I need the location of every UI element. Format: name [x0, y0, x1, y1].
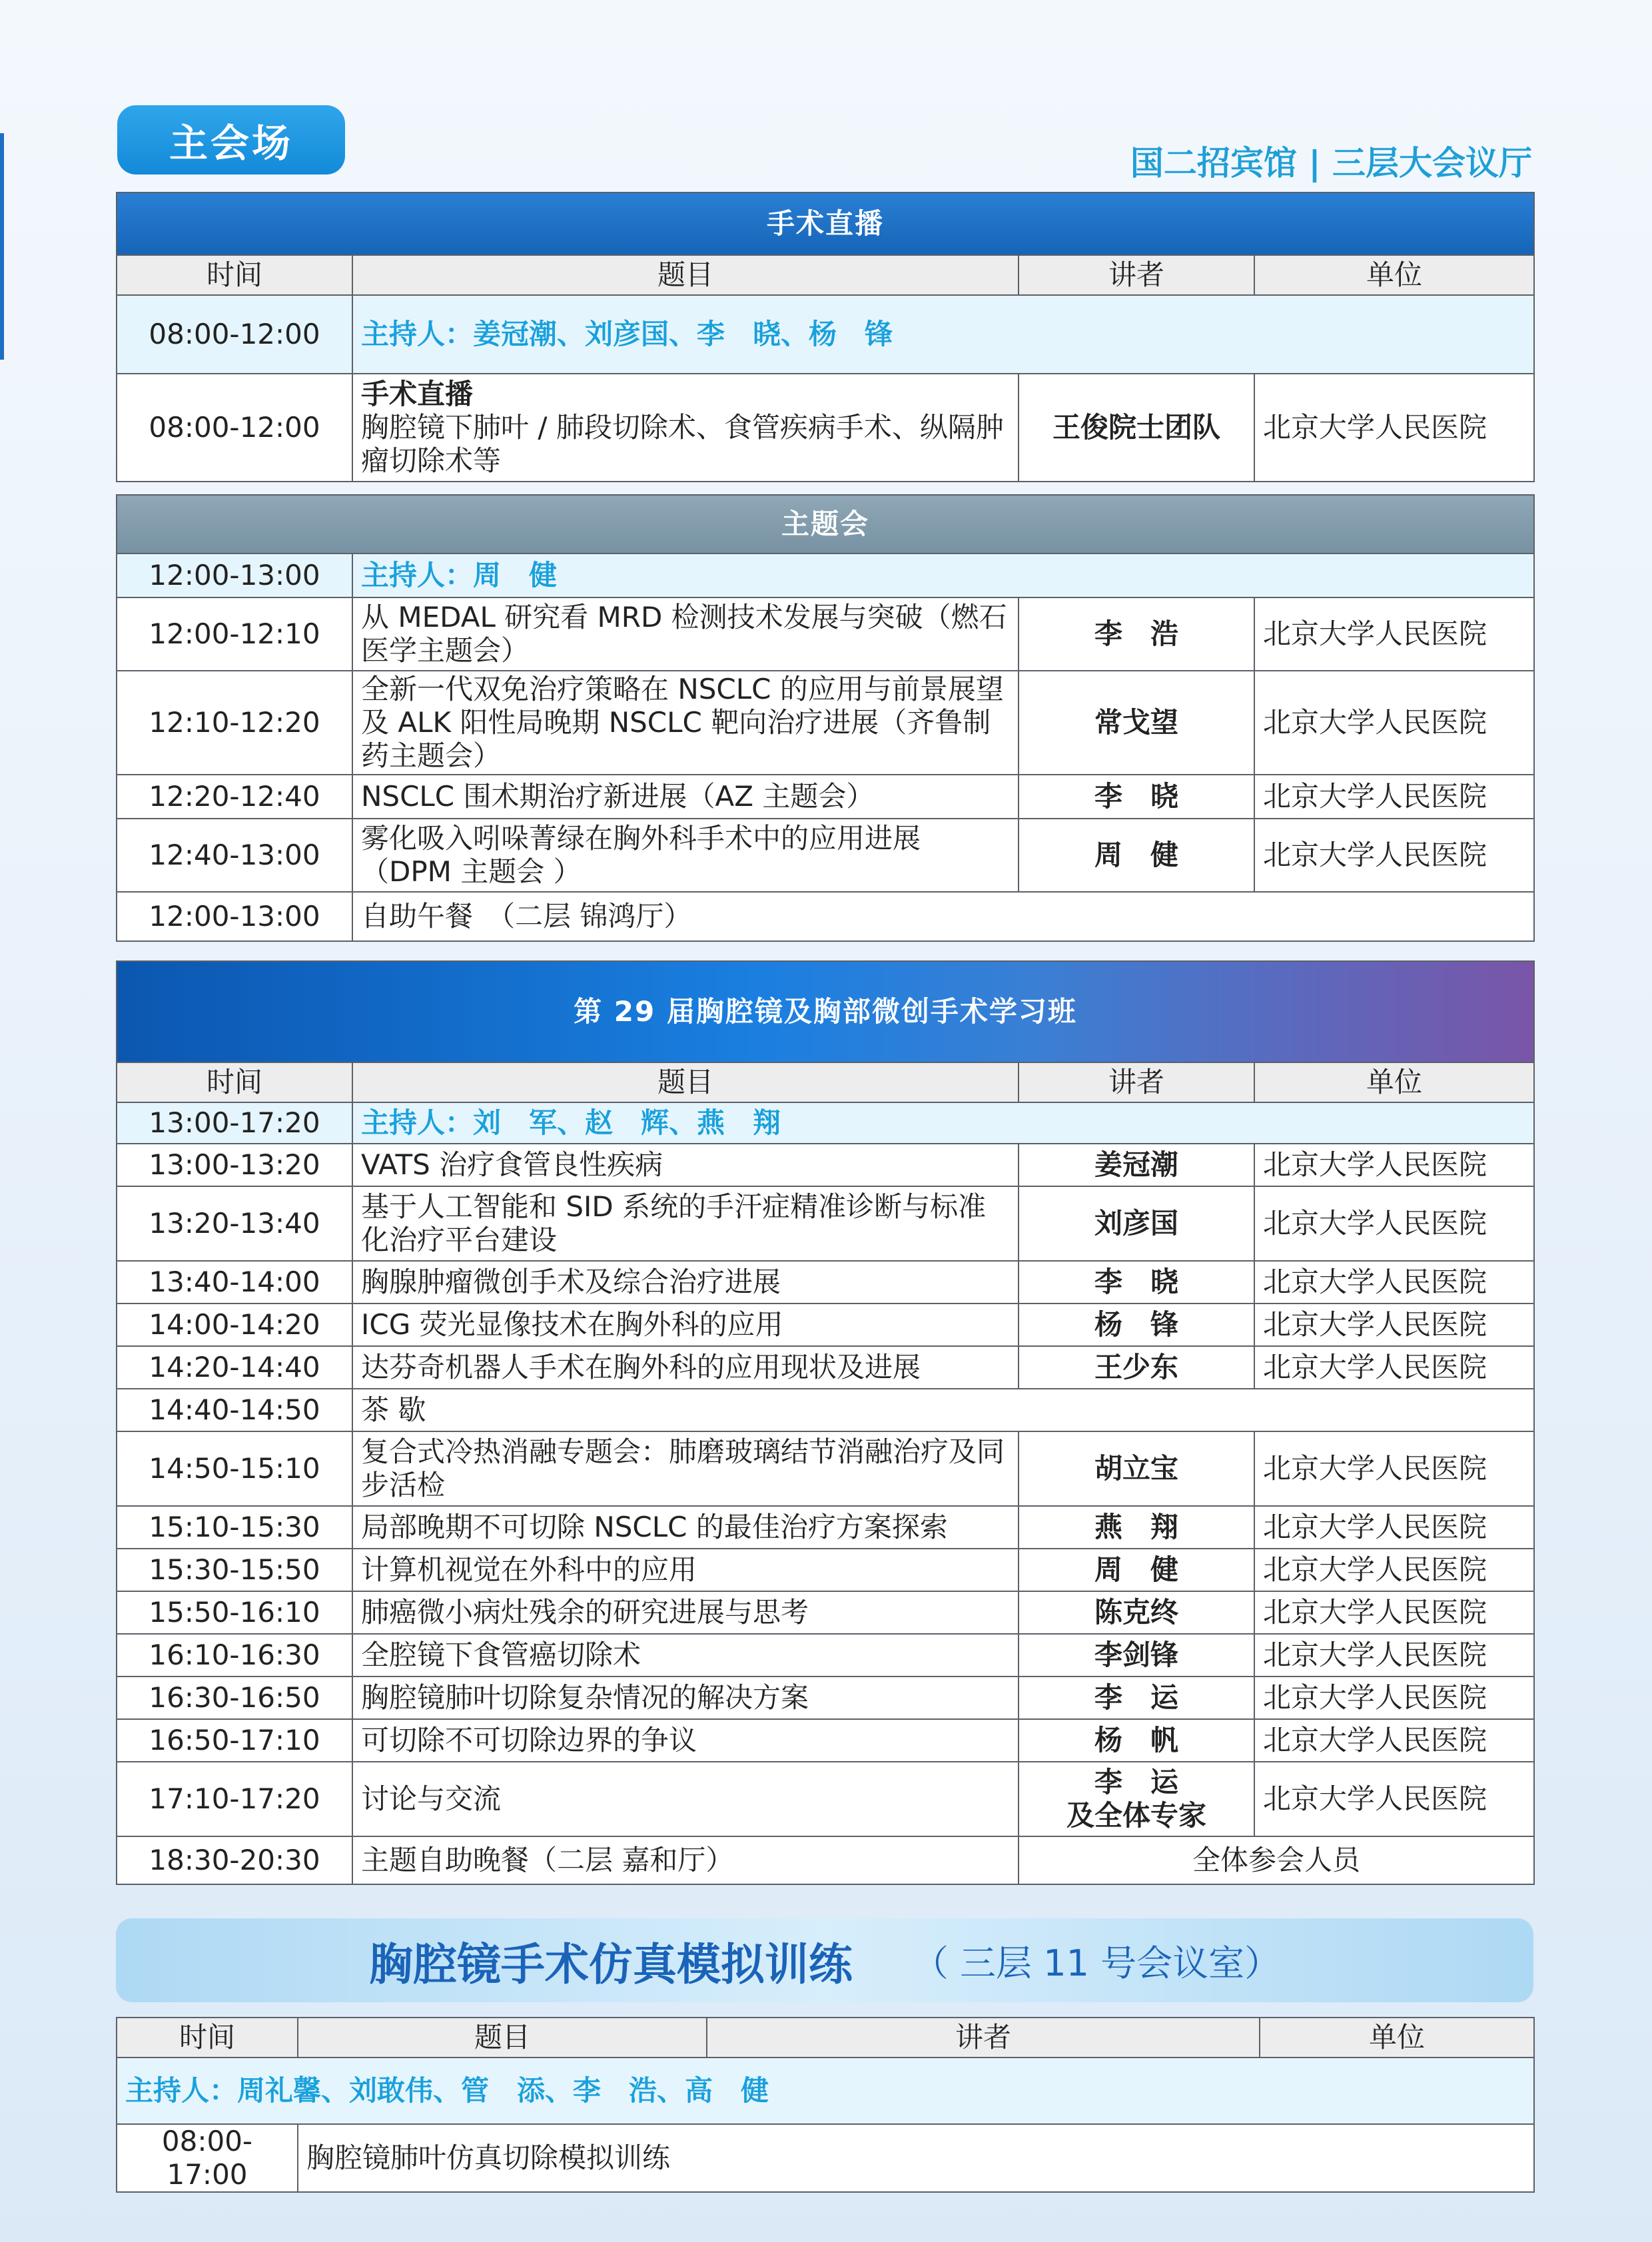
row-speaker: 李 运 — [1019, 1677, 1254, 1719]
row-time: 12:40-13:00 — [117, 819, 352, 892]
row-speaker: 周 健 — [1019, 819, 1254, 892]
row-speaker: 李 晓 — [1019, 1261, 1254, 1304]
host-text: 主持人：姜冠潮、刘彦国、李 晓、杨 锋 — [352, 295, 1534, 374]
row-unit: 北京大学人民医院 — [1254, 775, 1534, 819]
row-time: 16:30-16:50 — [117, 1677, 352, 1719]
col-speaker: 讲者 — [707, 2018, 1260, 2057]
row-topic: 全新一代双免治疗策略在 NSCLC 的应用与前景展望及 ALK 阳性局晚期 NSCLC 靶向治疗进展（齐鲁制药主题会） — [352, 671, 1019, 775]
col-time: 时间 — [117, 2018, 298, 2057]
row-topic: 肺癌微小病灶残余的研究进展与思考 — [352, 1591, 1019, 1634]
row-unit: 北京大学人民医院 — [1254, 1634, 1534, 1677]
row-speaker: 常戈望 — [1019, 671, 1254, 775]
row-time: 12:10-12:20 — [117, 671, 352, 775]
host-time: 08:00-12:00 — [117, 295, 352, 374]
simulation-banner — [116, 1918, 1533, 2002]
row-time: 15:50-16:10 — [117, 1591, 352, 1634]
row-unit: 北京大学人民医院 — [1254, 1186, 1534, 1261]
host-text: 主持人：周礼馨、刘敢伟、管 添、李 浩、高 健 — [117, 2057, 1534, 2124]
row-topic: 胸腔镜肺叶仿真切除模拟训练 — [298, 2124, 1534, 2192]
row-speaker-line: 李 运 — [1094, 1766, 1178, 1798]
surgery-live-table — [116, 192, 1535, 482]
table-row — [117, 1506, 1534, 1549]
col-time: 时间 — [117, 1062, 352, 1102]
table-row — [117, 1719, 1534, 1762]
row-topic: 局部晚期不可切除 NSCLC 的最佳治疗方案探索 — [352, 1506, 1019, 1549]
row-topic: 茶 歇 — [352, 1389, 1534, 1431]
row-speaker-line: 及全体专家 — [1066, 1799, 1206, 1832]
row-unit: 北京大学人民医院 — [1254, 374, 1534, 482]
row-time: 12:00-12:10 — [117, 597, 352, 671]
row-topic: 全腔镜下食管癌切除术 — [352, 1634, 1019, 1677]
row-unit: 北京大学人民医院 — [1254, 819, 1534, 892]
row-speaker: 李 晓 — [1019, 775, 1254, 819]
row-time: 14:40-14:50 — [117, 1389, 352, 1431]
training-course-table — [116, 960, 1535, 1885]
row-topic: 胸腔镜肺叶切除复杂情况的解决方案 — [352, 1677, 1019, 1719]
table-row — [117, 1186, 1534, 1261]
row-attendees: 全体参会人员 — [1019, 1836, 1534, 1884]
row-topic-title: 手术直播 — [361, 378, 474, 410]
symposium-table — [116, 494, 1535, 942]
row-topic: VATS 治疗食管良性疾病 — [352, 1144, 1019, 1186]
host-text: 主持人：周 健 — [352, 554, 1534, 597]
row-topic: 从 MEDAL 研究看 MRD 检测技术发展与突破（燃石医学主题会） — [352, 597, 1019, 671]
table-row — [117, 1677, 1534, 1719]
row-speaker: 杨 锋 — [1019, 1304, 1254, 1346]
table-row — [117, 1836, 1534, 1884]
row-speaker: 胡立宝 — [1019, 1431, 1254, 1506]
col-time: 时间 — [117, 255, 352, 295]
row-time: 08:00-17:00 — [117, 2124, 298, 2192]
row-time: 12:20-12:40 — [117, 775, 352, 819]
host-time: 12:00-13:00 — [117, 554, 352, 597]
row-speaker: 王俊院士团队 — [1019, 374, 1254, 482]
section-title: 主题会 — [117, 495, 1534, 554]
col-unit: 单位 — [1260, 2018, 1534, 2057]
section-title: 第 29 届胸腔镜及胸部微创手术学习班 — [117, 961, 1534, 1062]
row-time: 12:00-13:00 — [117, 892, 352, 941]
row-time: 15:10-15:30 — [117, 1506, 352, 1549]
row-unit: 北京大学人民医院 — [1254, 1346, 1534, 1389]
row-topic — [352, 374, 1019, 482]
row-unit: 北京大学人民医院 — [1254, 1144, 1534, 1186]
col-unit: 单位 — [1254, 1062, 1534, 1102]
row-speaker: 刘彦国 — [1019, 1186, 1254, 1261]
row-time: 16:10-16:30 — [117, 1634, 352, 1677]
table-row — [117, 775, 1534, 819]
row-unit: 北京大学人民医院 — [1254, 1591, 1534, 1634]
table-row — [117, 1389, 1534, 1431]
row-speaker — [1019, 1762, 1254, 1836]
row-unit: 北京大学人民医院 — [1254, 1719, 1534, 1762]
row-speaker: 周 健 — [1019, 1549, 1254, 1591]
venue-location: 国二招宾馆 | 三层大会议厅 — [1130, 144, 1532, 183]
row-topic: NSCLC 围术期治疗新进展（AZ 主题会） — [352, 775, 1019, 819]
table-row — [117, 2124, 1534, 2192]
row-time: 14:20-14:40 — [117, 1346, 352, 1389]
row-unit: 北京大学人民医院 — [1254, 1677, 1534, 1719]
table-row — [117, 1762, 1534, 1836]
row-topic: 胸腺肿瘤微创手术及综合治疗进展 — [352, 1261, 1019, 1304]
row-time: 13:20-13:40 — [117, 1186, 352, 1261]
table-row — [117, 819, 1534, 892]
row-topic-desc: 胸腔镜下肺叶 / 肺段切除术、食管疾病手术、纵隔肿瘤切除术等 — [361, 411, 1004, 477]
row-unit: 北京大学人民医院 — [1254, 1549, 1534, 1591]
row-time: 15:30-15:50 — [117, 1549, 352, 1591]
row-time: 14:00-14:20 — [117, 1304, 352, 1346]
row-speaker: 陈克终 — [1019, 1591, 1254, 1634]
table-row — [117, 1431, 1534, 1506]
row-speaker: 姜冠潮 — [1019, 1144, 1254, 1186]
row-topic: 自助午餐 （二层 锦鸿厅） — [352, 892, 1534, 941]
table-row — [117, 1591, 1534, 1634]
col-topic: 题目 — [352, 1062, 1019, 1102]
row-unit: 北京大学人民医院 — [1254, 1431, 1534, 1506]
col-unit: 单位 — [1254, 255, 1534, 295]
row-time: 13:00-13:20 — [117, 1144, 352, 1186]
row-speaker: 王少东 — [1019, 1346, 1254, 1389]
table-row — [117, 1634, 1534, 1677]
host-time: 13:00-17:20 — [117, 1102, 352, 1144]
row-topic: 复合式冷热消融专题会：肺磨玻璃结节消融治疗及同步活检 — [352, 1431, 1019, 1506]
row-topic: 可切除不可切除边界的争议 — [352, 1719, 1019, 1762]
row-time: 18:30-20:30 — [117, 1836, 352, 1884]
row-time: 16:50-17:10 — [117, 1719, 352, 1762]
col-topic: 题目 — [352, 255, 1019, 295]
row-speaker: 李剑锋 — [1019, 1634, 1254, 1677]
row-unit: 北京大学人民医院 — [1254, 1762, 1534, 1836]
row-topic: ICG 荧光显像技术在胸外科的应用 — [352, 1304, 1019, 1346]
row-topic: 基于人工智能和 SID 系统的手汗症精准诊断与标准化治疗平台建设 — [352, 1186, 1019, 1261]
row-unit: 北京大学人民医院 — [1254, 597, 1534, 671]
section-title: 胸腔镜手术仿真模拟训练 — [368, 1938, 853, 1990]
section-room: （ 三层 11 号会议室） — [912, 1942, 1281, 1984]
simulation-table — [116, 2017, 1535, 2193]
section-title: 手术直播 — [117, 192, 1534, 255]
row-topic: 讨论与交流 — [352, 1762, 1019, 1836]
row-unit: 北京大学人民医院 — [1254, 1304, 1534, 1346]
row-time: 17:10-17:20 — [117, 1762, 352, 1836]
col-topic: 题目 — [298, 2018, 707, 2057]
row-topic: 计算机视觉在外科中的应用 — [352, 1549, 1019, 1591]
col-speaker: 讲者 — [1019, 255, 1254, 295]
row-topic: 雾化吸入吲哚菁绿在胸外科手术中的应用进展（DPM 主题会 ） — [352, 819, 1019, 892]
row-speaker: 杨 帆 — [1019, 1719, 1254, 1762]
table-row — [117, 1144, 1534, 1186]
row-speaker: 燕 翔 — [1019, 1506, 1254, 1549]
row-unit: 北京大学人民医院 — [1254, 671, 1534, 775]
table-row — [117, 374, 1534, 482]
row-topic: 达芬奇机器人手术在胸外科的应用现状及进展 — [352, 1346, 1019, 1389]
left-accent-strip — [0, 133, 4, 360]
row-topic: 主题自助晚餐（二层 嘉和厅） — [352, 1836, 1019, 1884]
host-text: 主持人：刘 军、赵 辉、燕 翔 — [352, 1102, 1534, 1144]
table-row — [117, 892, 1534, 941]
col-speaker: 讲者 — [1019, 1062, 1254, 1102]
row-unit: 北京大学人民医院 — [1254, 1506, 1534, 1549]
table-row — [117, 1261, 1534, 1304]
row-time: 08:00-12:00 — [117, 374, 352, 482]
row-time: 14:50-15:10 — [117, 1431, 352, 1506]
row-unit: 北京大学人民医院 — [1254, 1261, 1534, 1304]
table-row — [117, 1346, 1534, 1389]
row-time: 13:40-14:00 — [117, 1261, 352, 1304]
table-row — [117, 1549, 1534, 1591]
venue-badge: 主会场 — [117, 105, 345, 175]
table-row — [117, 1304, 1534, 1346]
row-speaker: 李 浩 — [1019, 597, 1254, 671]
table-row — [117, 671, 1534, 775]
table-row — [117, 597, 1534, 671]
